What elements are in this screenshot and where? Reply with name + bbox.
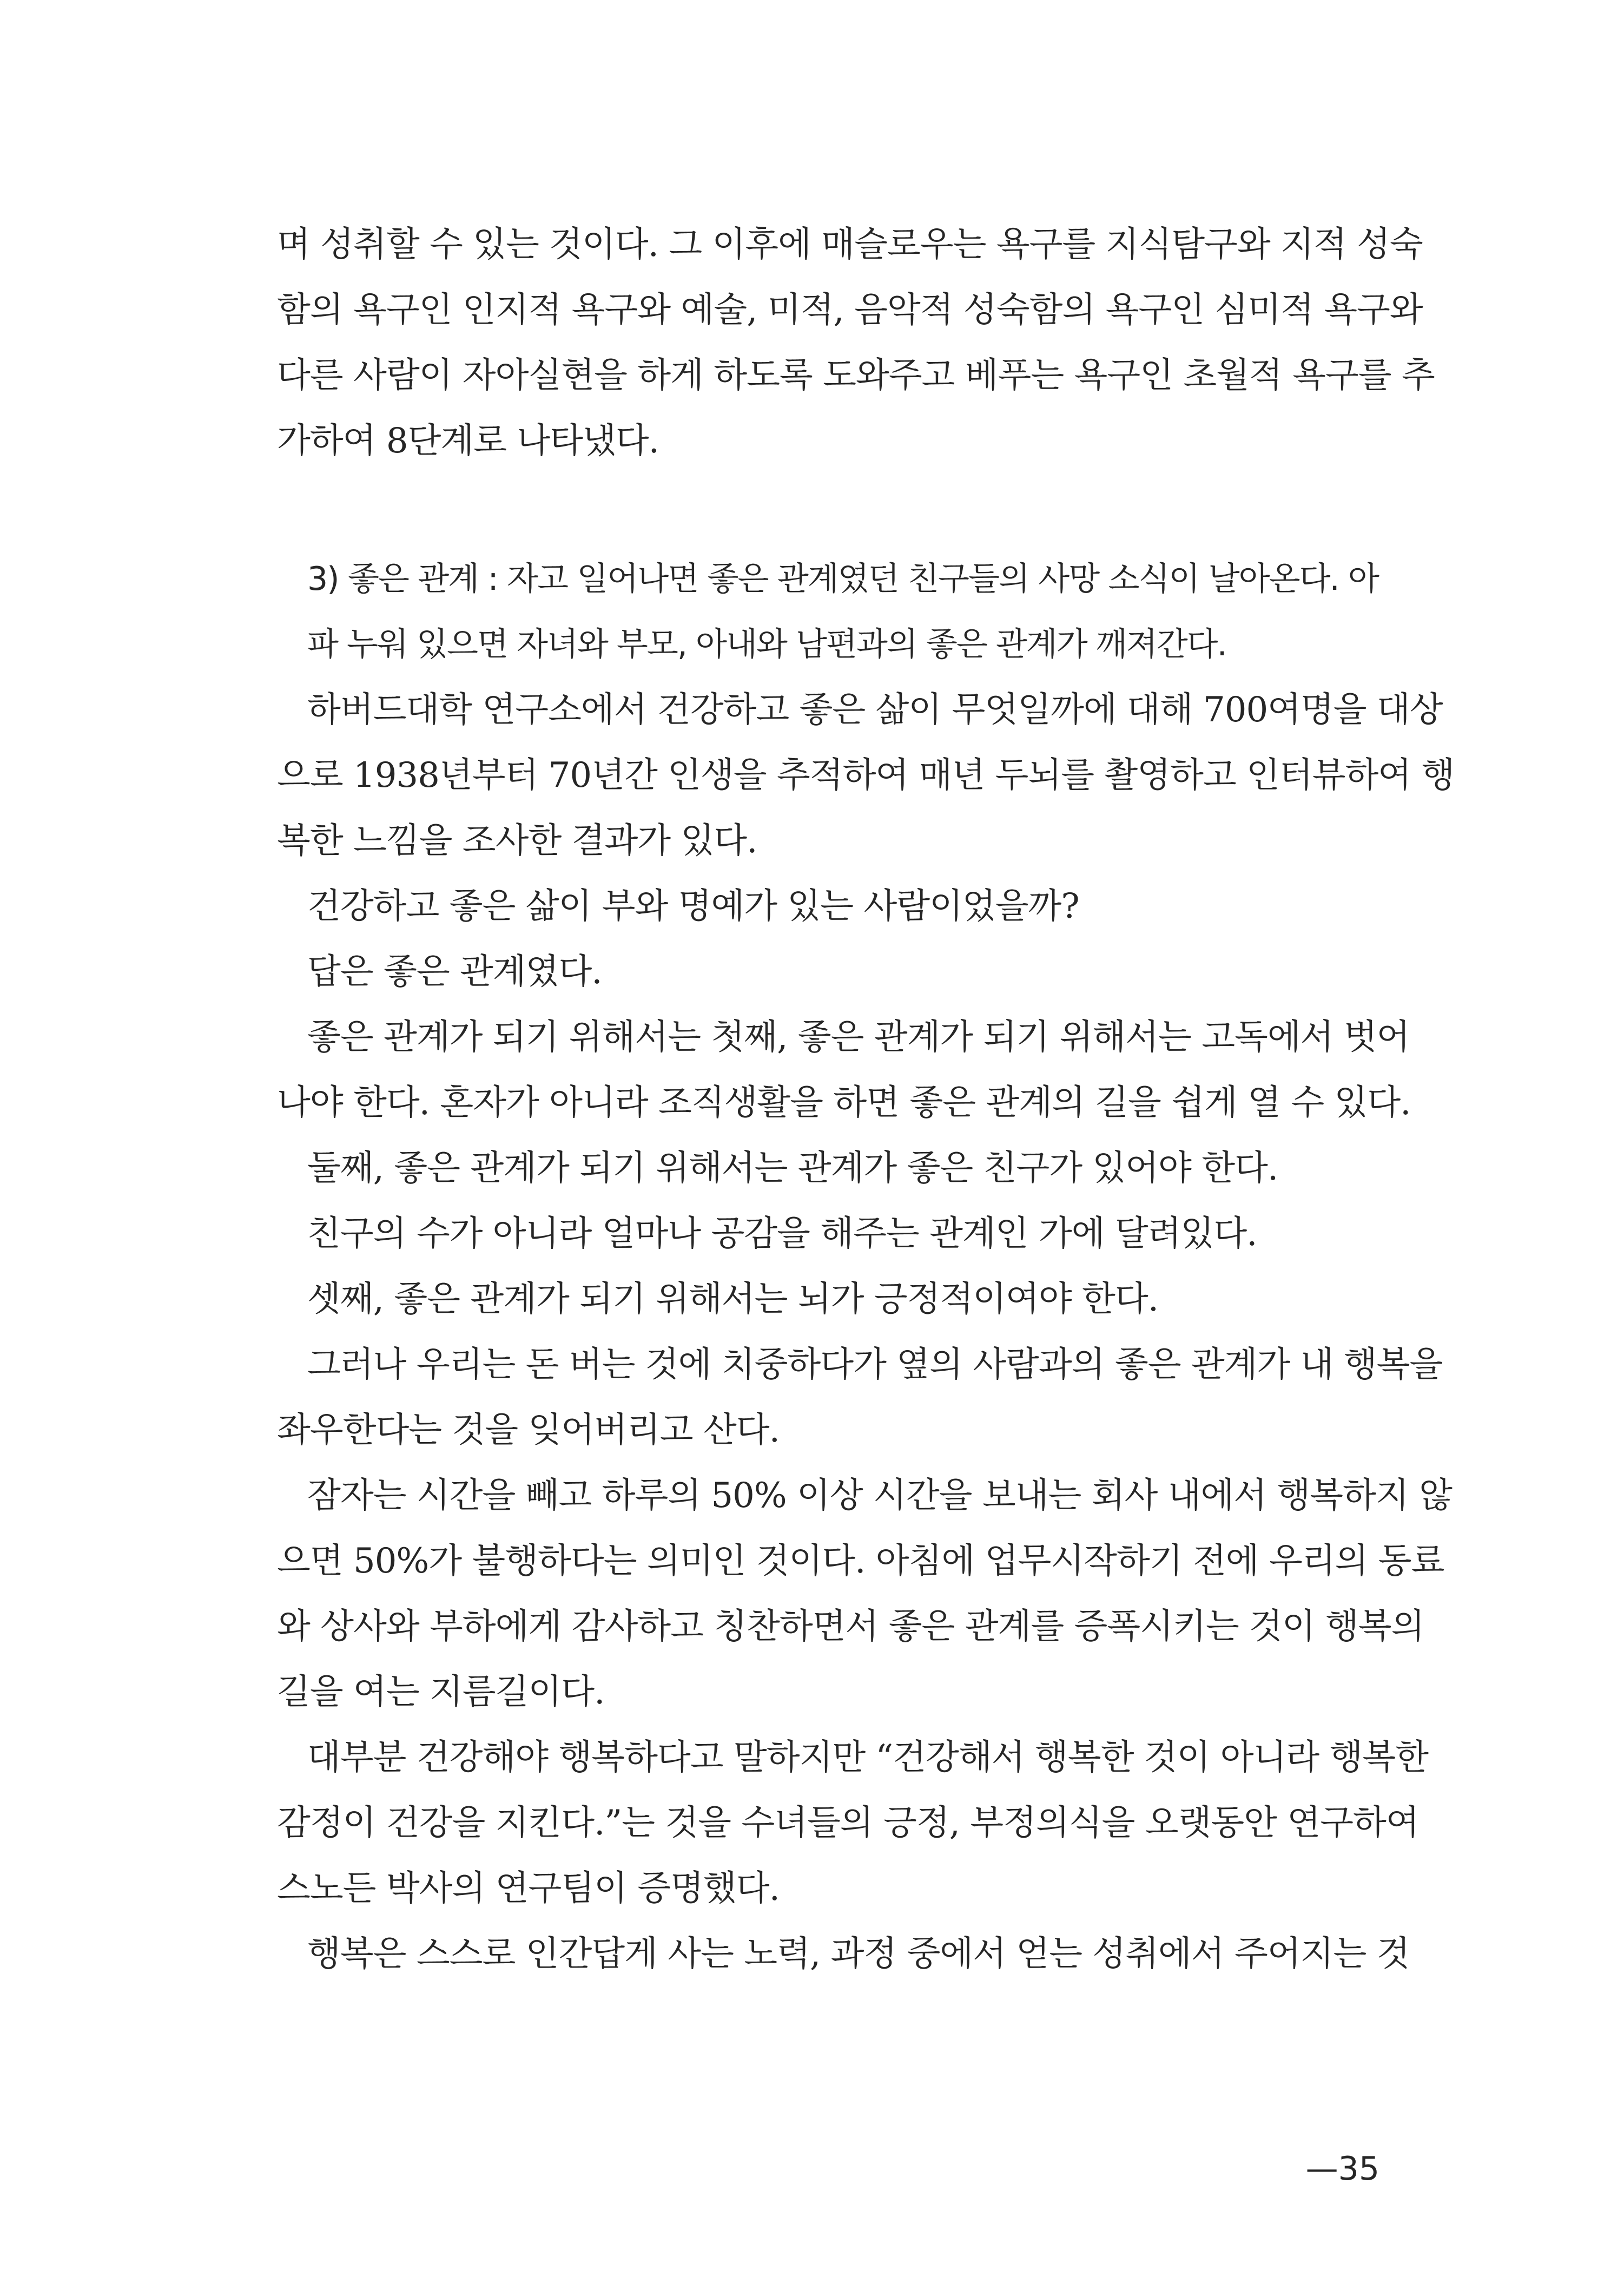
- text-line: 스노든 박사의 연구팀이 증명했다.: [277, 1869, 780, 1909]
- text-line: 답은 좋은 관계였다.: [307, 952, 602, 992]
- text-line: 나야 한다. 혼자가 아니라 조직생활을 하면 좋은 관계의 길을 쉽게 열 수 있다.: [277, 1083, 1411, 1123]
- text-line: 그러나 우리는 돈 버는 것에 치중하다가 옆의 사람과의 좋은 관계가 내 행복을: [307, 1345, 1443, 1385]
- text-line: 와 상사와 부하에게 감사하고 칭찬하면서 좋은 관계를 증폭시키는 것이 행복의: [277, 1607, 1424, 1647]
- text-line: 건강하고 좋은 삶이 부와 명예가 있는 사람이었을까?: [307, 886, 1079, 926]
- text-line: 감정이 건강을 지킨다.”는 것을 수녀들의 긍정, 부정의식을 오랫동안 연구하여: [277, 1803, 1419, 1843]
- text-line: 가하여 8단계로 나타냈다.: [277, 421, 659, 461]
- text-line: 함의 욕구인 인지적 욕구와 예술, 미적, 음악적 성숙함의 욕구인 심미적 욕구와: [277, 290, 1423, 330]
- text-line: 며 성취할 수 있는 것이다. 그 이후에 매슬로우는 욕구를 지식탐구와 지적 성숙: [277, 225, 1423, 265]
- heading-line: 3) 좋은 관계 : 자고 일어나면 좋은 관계였던 친구들의 사망 소식이 날아온다. 아: [307, 560, 1378, 598]
- text-line: 둘째, 좋은 관계가 되기 위해서는 관계가 좋은 친구가 있어야 한다.: [307, 1148, 1278, 1188]
- text-line: 행복은 스스로 인간답게 사는 노력, 과정 중에서 얻는 성취에서 주어지는 것: [307, 1934, 1410, 1974]
- page-number: —35: [1305, 2150, 1379, 2188]
- text-line: 하버드대학 연구소에서 건강하고 좋은 삶이 무엇일까에 대해 700여명을 대상: [307, 690, 1443, 730]
- text-line: 셋째, 좋은 관계가 되기 위해서는 뇌가 긍정적이여야 한다.: [307, 1279, 1159, 1319]
- text-line: 좋은 관계가 되기 위해서는 첫째, 좋은 관계가 되기 위해서는 고독에서 벗어: [307, 1017, 1410, 1057]
- text-line: 으로 1938년부터 70년간 인생을 추적하여 매년 두뇌를 촬영하고 인터뷰하여 행: [277, 755, 1455, 795]
- text-line: 좌우한다는 것을 잊어버리고 산다.: [277, 1410, 780, 1450]
- text-line: 다른 사람이 자아실현을 하게 하도록 도와주고 베푸는 욕구인 초월적 욕구를 추: [277, 356, 1435, 396]
- text-line: 친구의 수가 아니라 얼마나 공감을 해주는 관계인 가에 달려있다.: [307, 1214, 1257, 1254]
- text-line: 대부분 건강해야 행복하다고 말하지만 “건강해서 행복한 것이 아니라 행복한: [307, 1738, 1429, 1778]
- heading-line: 파 누워 있으면 자녀와 부모, 아내와 남편과의 좋은 관계가 깨져간다.: [307, 626, 1226, 663]
- text-line: 잠자는 시간을 빼고 하루의 50% 이상 시간을 보내는 회사 내에서 행복하지 않: [307, 1476, 1452, 1516]
- text-line: 길을 여는 지름길이다.: [277, 1672, 605, 1712]
- text-line: 으면 50%가 불행하다는 의미인 것이다. 아침에 업무시작하기 전에 우리의 동료: [277, 1541, 1444, 1581]
- text-line: 복한 느낌을 조사한 결과가 있다.: [277, 821, 757, 861]
